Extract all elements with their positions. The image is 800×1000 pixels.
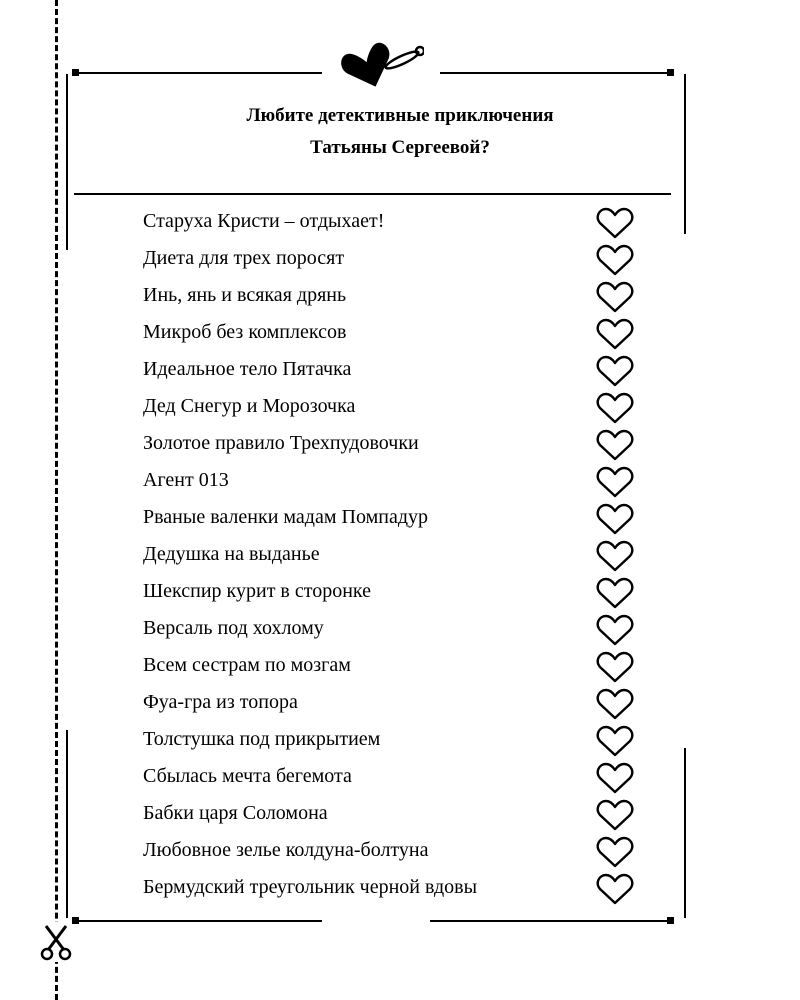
heart-outline-icon[interactable] bbox=[596, 428, 634, 462]
scissors-icon bbox=[38, 922, 74, 962]
book-title: Микроб без комплексов bbox=[143, 321, 347, 343]
heart-outline-icon[interactable] bbox=[596, 391, 634, 425]
heart-outline-icon[interactable] bbox=[596, 243, 634, 277]
book-title: Сбылась мечта бегемота bbox=[143, 765, 352, 787]
heart-outline-icon[interactable] bbox=[596, 798, 634, 832]
book-title: Шекспир курит в сторонке bbox=[143, 580, 372, 602]
book-title: Всем сестрам по мозгам bbox=[143, 654, 351, 676]
heart-outline-icon[interactable] bbox=[596, 502, 634, 536]
book-row bbox=[0, 722, 800, 759]
heart-outline-icon[interactable] bbox=[596, 687, 634, 721]
page-title bbox=[90, 100, 710, 164]
book-title: Дед Снегур и Морозочка bbox=[143, 395, 356, 417]
book-row bbox=[0, 648, 800, 685]
book-row bbox=[0, 759, 800, 796]
book-row bbox=[0, 241, 800, 278]
heart-outline-icon[interactable] bbox=[596, 650, 634, 684]
heart-outline-icon[interactable] bbox=[596, 354, 634, 388]
book-title: Толстушка под прикрытием bbox=[143, 728, 381, 750]
heart-outline-icon[interactable] bbox=[596, 613, 634, 647]
book-row bbox=[0, 611, 800, 648]
book-title: Любовное зелье колдуна-болтуна bbox=[143, 839, 429, 861]
heart-with-safety-pin-icon bbox=[340, 40, 424, 92]
book-row bbox=[0, 574, 800, 611]
heart-outline-icon[interactable] bbox=[596, 539, 634, 573]
book-row bbox=[0, 389, 800, 426]
book-row bbox=[0, 278, 800, 315]
book-title: Дедушка на выданье bbox=[143, 543, 320, 565]
title-line-2: Татьяны Сергеевой? bbox=[310, 137, 490, 158]
book-title: Агент 013 bbox=[143, 469, 229, 491]
heart-outline-icon[interactable] bbox=[596, 761, 634, 795]
book-title: Инь, янь и всякая дрянь bbox=[143, 284, 347, 306]
book-row bbox=[0, 204, 800, 241]
title-separator bbox=[74, 193, 671, 195]
book-row bbox=[0, 685, 800, 722]
book-row bbox=[0, 352, 800, 389]
book-title: Фуа-гра из топора bbox=[143, 691, 298, 713]
book-title: Бабки царя Соломона bbox=[143, 802, 328, 824]
heart-outline-icon[interactable] bbox=[596, 206, 634, 240]
heart-outline-icon[interactable] bbox=[596, 280, 634, 314]
book-row bbox=[0, 315, 800, 352]
book-title: Золотое правило Трехпудовочки bbox=[143, 432, 419, 454]
book-row bbox=[0, 796, 800, 833]
heart-outline-icon[interactable] bbox=[596, 317, 634, 351]
heart-outline-icon[interactable] bbox=[596, 872, 634, 906]
book-row bbox=[0, 833, 800, 870]
title-line-1: Любите детективные приключения bbox=[246, 105, 554, 126]
book-row bbox=[0, 870, 800, 907]
heart-outline-icon[interactable] bbox=[596, 835, 634, 869]
book-row bbox=[0, 500, 800, 537]
book-title: Рваные валенки мадам Помпадур bbox=[143, 506, 428, 528]
book-row bbox=[0, 463, 800, 500]
heart-outline-icon[interactable] bbox=[596, 465, 634, 499]
book-title: Версаль под хохлому bbox=[143, 617, 324, 639]
book-row bbox=[0, 537, 800, 574]
book-title: Старуха Кристи – отдыхает! bbox=[143, 210, 385, 232]
heart-outline-icon[interactable] bbox=[596, 576, 634, 610]
book-title: Диета для трех поросят bbox=[143, 247, 345, 269]
book-title: Идеальное тело Пятачка bbox=[143, 358, 352, 380]
heart-outline-icon[interactable] bbox=[596, 724, 634, 758]
book-title: Бермудский треугольник черной вдовы bbox=[143, 876, 478, 898]
book-row bbox=[0, 426, 800, 463]
